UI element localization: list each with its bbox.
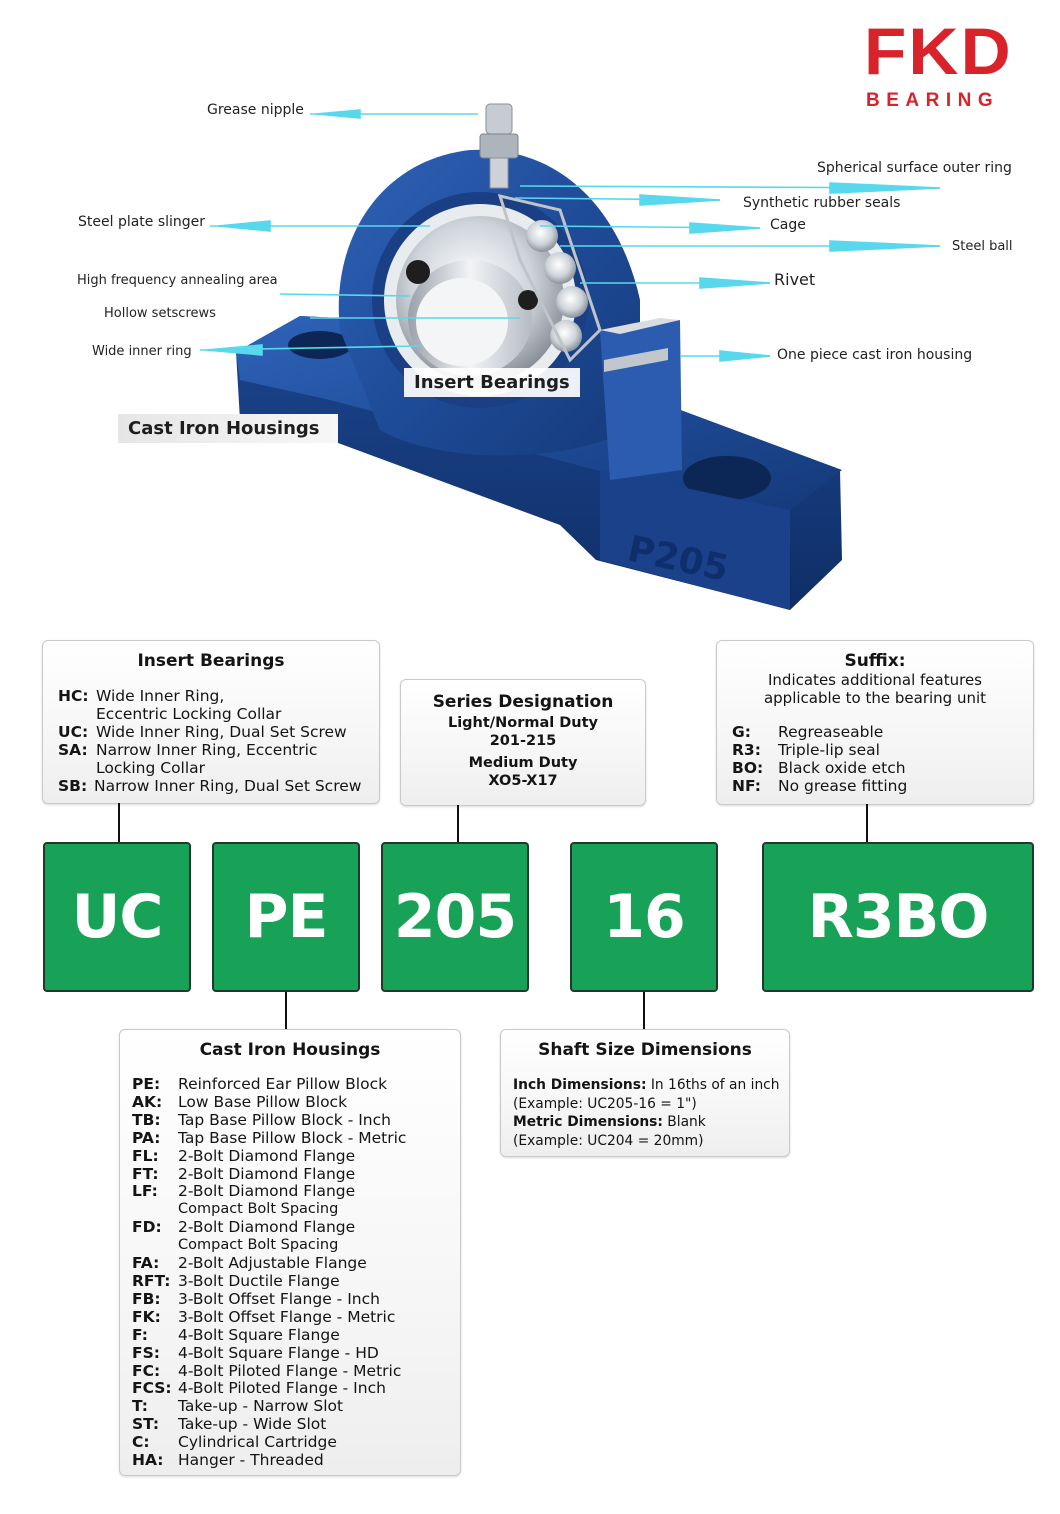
label-synthetic-seals: Synthetic rubber seals [743,195,901,211]
code-key: G: [732,723,751,741]
suffix-desc-line2: applicable to the bearing unit [763,689,987,707]
fkd-logo: FKD [864,14,1013,88]
code-key: SB: [58,777,88,795]
code-desc: Wide Inner Ring, Dual Set Screw [96,723,347,741]
housing-code-row [132,1219,460,1237]
housing-code-row [132,1434,460,1452]
code-desc: Compact Bolt Spacing [178,1237,339,1254]
code-key: FK: [132,1307,161,1326]
insert-bearings-box [42,640,380,804]
fkd-logo-subtitle: BEARING [866,90,1000,111]
code-desc: Eccentric Locking Collar [96,705,282,723]
code-desc: Wide Inner Ring, [96,687,225,705]
housing-code-row [132,1112,460,1130]
code-desc: Narrow Inner Ring, Dual Set Screw [94,777,362,795]
code-key: SA: [58,741,88,759]
label-annealing-area: High frequency annealing area [77,273,278,288]
code-desc: Take-up - Wide Slot [178,1415,327,1434]
code-desc: 2-Bolt Diamond Flange [178,1218,356,1237]
code-key: C: [132,1433,150,1452]
housing-code-row [132,1416,460,1434]
code-key: FS: [132,1343,160,1362]
shaft-details [513,1076,789,1150]
housing-code-row [132,1273,460,1291]
code-key: LF: [132,1182,158,1201]
code-key: FC: [132,1361,161,1380]
housing-box-title: Cast Iron Housings [199,1040,381,1060]
housing-code-row [132,1255,460,1273]
code-desc: 4-Bolt Piloted Flange - Metric [178,1361,402,1380]
code-tile-series: 205 [381,842,529,992]
code-desc: Narrow Inner Ring, Eccentric [96,741,318,759]
housing-code-row [132,1327,460,1345]
svg-text:P205: P205 [624,528,732,590]
code-desc: No grease fitting [778,777,908,795]
code-key: UC: [58,723,89,741]
code-key [132,1201,178,1219]
label-hollow-setscrews: Hollow setscrews [104,306,216,321]
code-key: T: [132,1397,148,1416]
code-desc: 4-Bolt Piloted Flange - Inch [178,1379,386,1398]
inch-example: (Example: UC205-16 = 1") [513,1095,697,1112]
code-key: NF: [732,777,761,795]
code-desc: Take-up - Narrow Slot [178,1397,344,1416]
suffix-desc-line1: Indicates additional features [768,671,982,689]
code-desc: Tap Base Pillow Block - Metric [178,1128,407,1147]
housing-code-row [132,1237,460,1255]
code-desc: 4-Bolt Square Flange [178,1325,340,1344]
code-desc: 2-Bolt Diamond Flange [178,1146,356,1165]
housing-code-row [132,1291,460,1309]
code-desc: Cylindrical Cartridge [178,1433,337,1452]
code-key: HA: [132,1451,164,1470]
code-key: RFT: [132,1271,171,1290]
housing-code-row [132,1452,460,1470]
metric-example: (Example: UC204 = 20mm) [513,1132,704,1149]
code-desc: 2-Bolt Adjustable Flange [178,1254,367,1273]
code-key: FB: [132,1289,161,1308]
code-key: ST: [132,1415,160,1434]
code-key: PE: [132,1075,161,1093]
connector-suffix [866,804,868,843]
metric-label: Metric Dimensions: [513,1114,663,1130]
series-light-duty: Light/Normal Duty [447,715,599,731]
code-desc: 3-Bolt Ductile Flange [178,1271,340,1290]
housing-code-row [132,1183,460,1201]
code-key: FA: [132,1254,160,1273]
housing-code-row [132,1380,460,1398]
code-key: R3: [732,741,761,759]
cast-iron-housings-box [119,1029,461,1476]
housing-code-row [132,1363,460,1381]
code-key: FT: [132,1164,159,1183]
housing-code-row [132,1201,460,1219]
code-key: FCS: [132,1379,172,1398]
code-tile-suffix: R3BO [762,842,1034,992]
code-desc: Black oxide etch [778,759,906,777]
tag-cast-iron-housings: Cast Iron Housings [118,414,338,443]
series-designation-box [400,679,646,806]
series-box-title: Series Designation [432,692,614,712]
code-desc: Reinforced Ear Pillow Block [178,1075,388,1093]
code-desc: 2-Bolt Diamond Flange [178,1164,356,1183]
code-desc: 2-Bolt Diamond Flange [178,1182,356,1201]
code-key: FL: [132,1146,159,1165]
code-desc: Low Base Pillow Block [178,1092,348,1111]
label-cage: Cage [770,217,806,233]
shaft-box-title: Shaft Size Dimensions [538,1040,752,1060]
code-desc: Hanger - Threaded [178,1451,324,1470]
code-key: AK: [132,1092,163,1111]
shaft-size-box [500,1029,790,1157]
suffix-code-list [732,723,1033,795]
series-medium-duty: Medium Duty [468,755,578,771]
label-steel-plate-slinger: Steel plate slinger [78,214,206,230]
housing-code-row [132,1148,460,1166]
housing-code-row [132,1166,460,1184]
code-key: HC: [58,687,89,705]
code-desc: Regreaseable [778,723,884,741]
tag-insert-bearings: Insert Bearings [404,368,580,397]
code-key: F: [132,1325,148,1344]
code-desc: 4-Bolt Square Flange - HD [178,1343,379,1362]
housing-code-row [132,1345,460,1363]
code-desc: 3-Bolt Offset Flange - Metric [178,1307,396,1326]
code-tile-shaft: 16 [570,842,718,992]
code-desc: Locking Collar [96,759,206,777]
label-grease-nipple: Grease nipple [207,102,304,118]
series-medium-range: XO5-X17 [488,773,558,789]
connector-series [457,805,459,843]
code-desc: Tap Base Pillow Block - Inch [178,1110,391,1129]
code-key: FD: [132,1218,162,1237]
housing-code-row [132,1309,460,1327]
insert-code-list [58,687,379,795]
housing-code-row [132,1094,460,1112]
connector-housing [285,989,287,1029]
housing-code-row [132,1130,460,1148]
code-tile-insert: UC [43,842,191,992]
housing-code-row [132,1398,460,1416]
label-spherical-outer-ring: Spherical surface outer ring [817,160,1012,176]
suffix-box-title: Suffix: [844,651,906,671]
housing-code-list [132,1076,460,1470]
insert-box-title: Insert Bearings [137,651,285,671]
connector-shaft [643,989,645,1029]
housing-code-row [132,1076,460,1094]
code-desc: 3-Bolt Offset Flange - Inch [178,1289,380,1308]
code-desc: Compact Bolt Spacing [178,1201,339,1218]
suffix-box [716,640,1034,805]
inch-text: In 16ths of an inch [646,1077,780,1093]
series-light-range: 201-215 [489,733,557,749]
connector-insert [118,803,120,843]
label-one-piece-housing: One piece cast iron housing [777,347,973,363]
code-key: TB: [132,1110,161,1129]
code-key: BO: [732,759,764,777]
label-wide-inner-ring: Wide inner ring [92,344,192,359]
metric-text: Blank [662,1114,706,1130]
inch-label: Inch Dimensions: [513,1077,647,1093]
code-key [132,1237,178,1255]
label-rivet: Rivet [774,270,816,289]
code-tile-housing: PE [212,842,360,992]
label-steel-ball: Steel ball [952,239,1013,254]
code-key: PA: [132,1128,161,1147]
code-desc: Triple-lip seal [778,741,880,759]
